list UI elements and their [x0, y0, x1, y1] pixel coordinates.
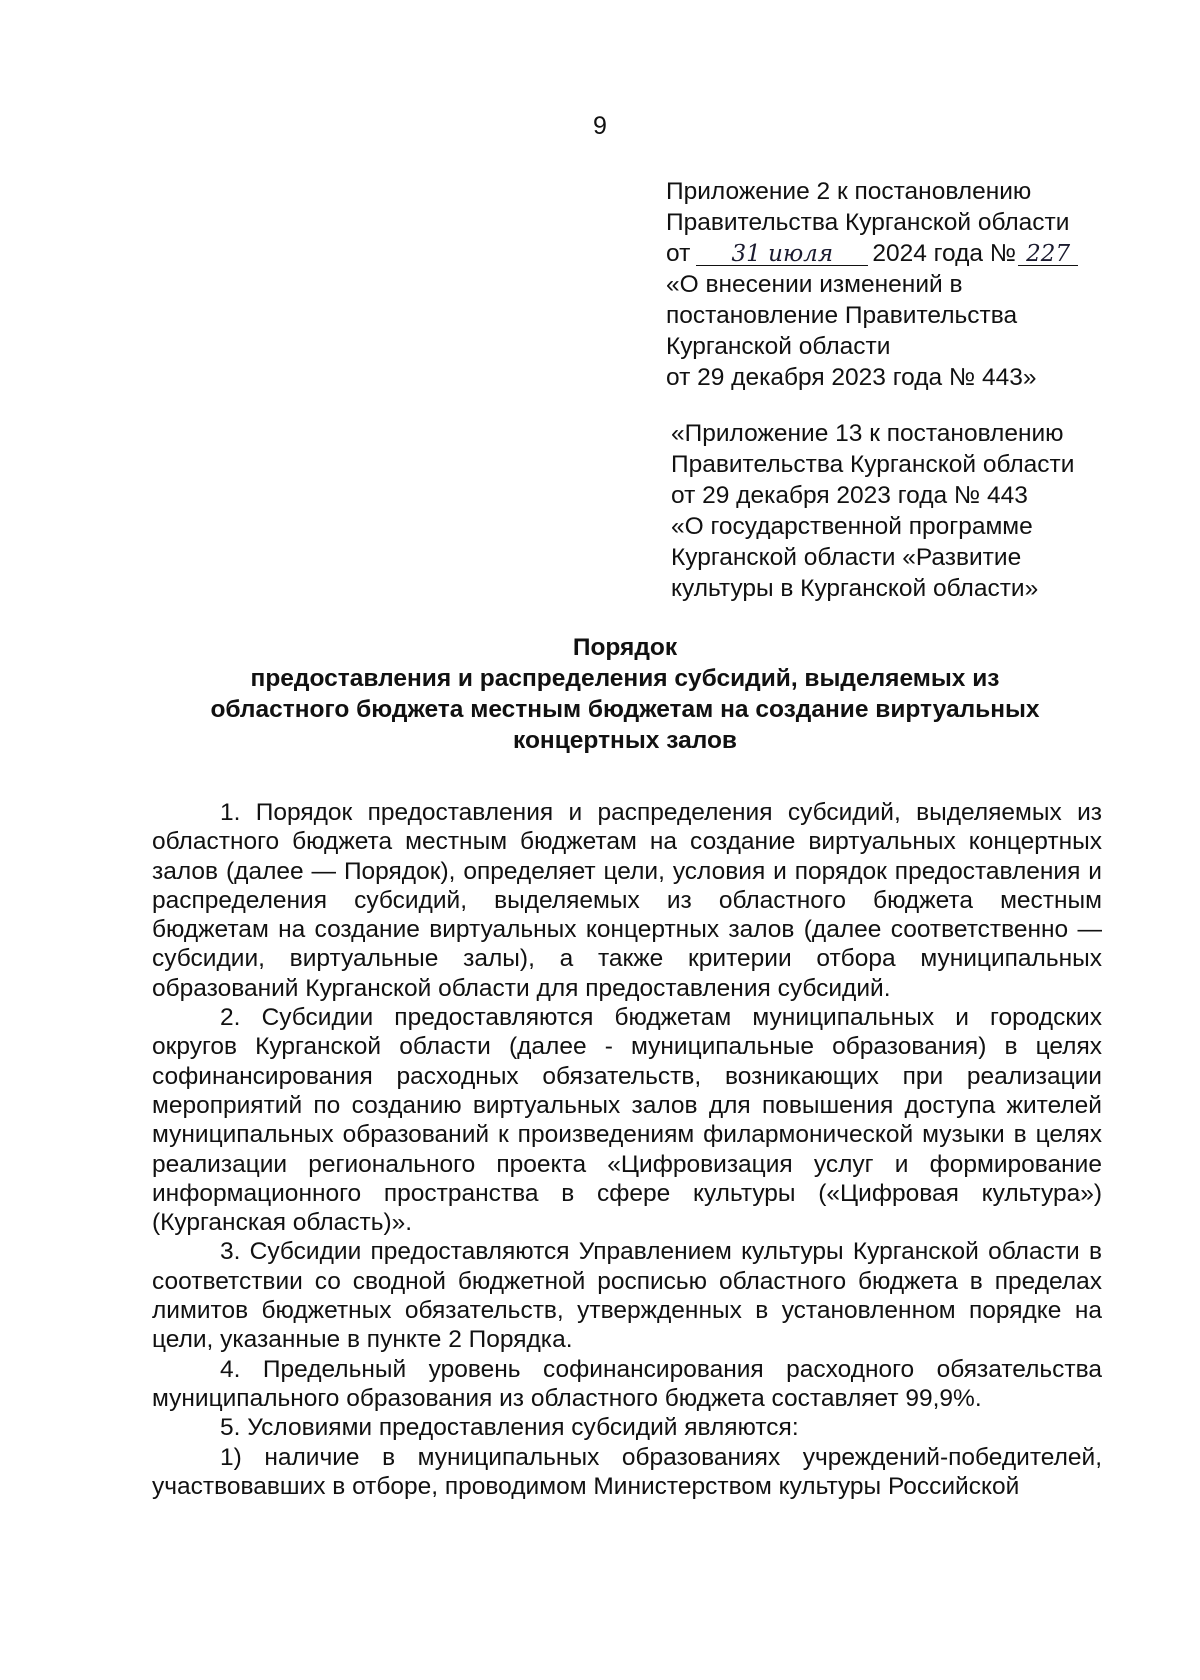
annex-line: Приложение 2 к постановлению	[666, 178, 1032, 205]
paragraph: 1) наличие в муниципальных образованиях учреждений-победителей, участвовавших в отборе, проводимом Министерством культуры Российской	[152, 1443, 1102, 1500]
paragraph: 4. Предельный уровень софинансирования расходного обязательства муниципального образования из областного бюджета составляет 99,9%.	[152, 1355, 1102, 1412]
title-line: Порядок	[572, 634, 678, 661]
paragraph: 5. Условиями предоставления субсидий являются:	[220, 1414, 799, 1442]
annex-line: от 29 декабря 2023 года № 443»	[666, 364, 1037, 391]
handwritten-date: 31 июля	[696, 243, 868, 266]
annex-line: Правительства Курганской области	[671, 451, 1075, 478]
date-prefix: от	[666, 240, 691, 267]
document-title	[150, 632, 1100, 756]
annex-line: культуры в Курганской области»	[671, 575, 1039, 602]
annex-line: «О внесении изменений в	[666, 271, 963, 298]
title-line: предоставления и распределения субсидий, выделяемых из	[250, 665, 1000, 692]
year-text: 2024 года №	[872, 240, 1017, 267]
annex-date-line	[666, 238, 1078, 269]
paragraph: 3. Субсидии предоставляются Управлением культуры Курганской области в соответствии со сводной бюджетной росписью областного бюджета в пределах лимитов бюджетных обязательств, утвержденных в установленном порядке на цели, указанные в пункте 2 Порядка.	[152, 1238, 1102, 1354]
page-number: 9	[593, 112, 607, 140]
paragraph: 1. Порядок предоставления и распределения субсидий, выделяемых из областного бюджета местным бюджетам на создание виртуальных концертных залов (далее — Порядок), определяет цели, условия и порядок предоставления и распределения субсидий, выделяемых из областного бюджета местным бюджетам на создание виртуальных концертных залов (далее соответственно — субсидии, виртуальные залы), а также критерии отбора муниципальных образований Курганской области для предоставления субсидий.	[152, 799, 1102, 1002]
paragraph: 2. Субсидии предоставляются бюджетам муниципальных и городских округов Курганской области (далее - муниципальные образования) в целях софинансирования расходных обязательств, возникающих при реализации мероприятий по созданию виртуальных залов для повышения доступа жителей муниципальных образований к произведениям филармонической музыки в целях реализации регионального проекта «Цифровизация услуг и формирование информационного пространства в сфере культуры («Цифровая культура») (Курганская область)».	[152, 1004, 1102, 1237]
annex-line: «О государственной программе	[671, 513, 1033, 540]
handwritten-number: 227	[1018, 243, 1078, 266]
annex-line: Курганской области	[666, 333, 891, 360]
annex-header	[666, 176, 1078, 393]
title-line: областного бюджета местным бюджетам на создание виртуальных	[210, 696, 1040, 723]
annex-reference	[671, 418, 1074, 604]
annex-line: Курганской области «Развитие	[671, 544, 1022, 571]
annex-line: «Приложение 13 к постановлению	[671, 420, 1064, 447]
annex-line: от 29 декабря 2023 года № 443	[671, 482, 1028, 509]
annex-line: Правительства Курганской области	[666, 209, 1070, 236]
title-line: концертных залов	[513, 727, 737, 754]
document-body	[152, 798, 1102, 1501]
annex-line: постановление Правительства	[666, 302, 1018, 329]
